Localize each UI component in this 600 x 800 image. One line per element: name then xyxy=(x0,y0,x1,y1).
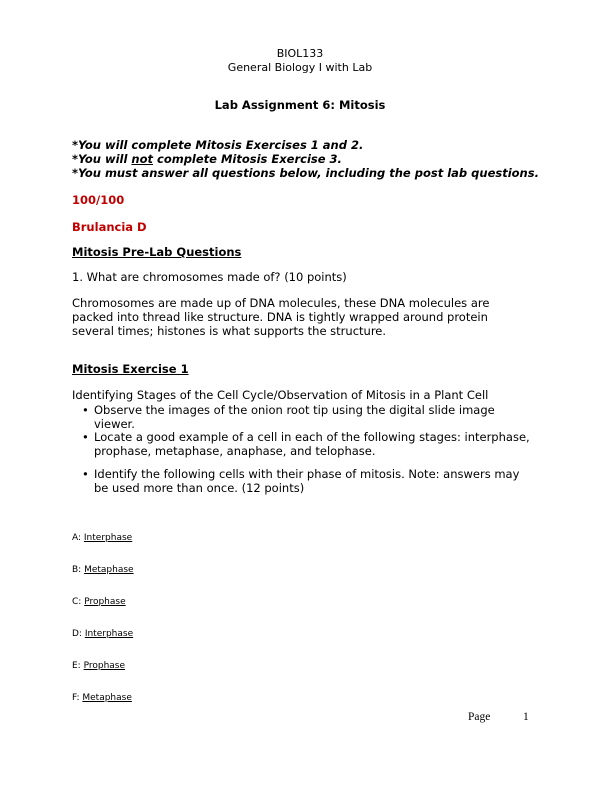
course-code: BIOL133 xyxy=(276,47,324,60)
answer-f xyxy=(72,693,132,703)
exercise1-intro: Identifying Stages of the Cell Cycle/Observation of Mitosis in a Plant Cell xyxy=(72,388,489,402)
answer-label: F: xyxy=(72,693,83,703)
student-name: Brulancia D xyxy=(72,220,147,234)
answer-b xyxy=(72,565,134,575)
prelab-question-1: 1. What are chromosomes made of? (10 points) xyxy=(72,270,347,284)
course-title: General Biology I with Lab xyxy=(227,61,373,74)
exercise1-heading: Mitosis Exercise 1 xyxy=(72,362,189,376)
instruction-line-1: *You will complete Mitosis Exercises 1 and 2. xyxy=(72,138,364,152)
instruction-line-2-pre: *You will xyxy=(72,152,132,166)
prelab-answer-1: Chromosomes are made up of DNA molecules, these DNA molecules are packed into thread like structure. DNA is tightly wrapped around protein several times; histones is what supports the structure. xyxy=(72,296,490,338)
bullet-text: Identify the following cells with their phase of mitosis. Note: answers may be used more than once. (12 points) xyxy=(94,467,520,495)
answer-label: A: xyxy=(72,533,84,543)
answer-label: E: xyxy=(72,661,84,671)
bullet-icon: • xyxy=(82,430,89,444)
bullet-item xyxy=(82,467,534,495)
score: 100/100 xyxy=(72,193,125,207)
answer-label: D: xyxy=(72,629,85,639)
prelab-heading: Mitosis Pre-Lab Questions xyxy=(72,245,242,259)
answer-value: Prophase xyxy=(84,597,126,607)
answer-d xyxy=(72,629,133,639)
assignment-title: Lab Assignment 6: Mitosis xyxy=(214,98,386,112)
answer-value: Interphase xyxy=(83,533,133,543)
answer-label: C: xyxy=(72,597,85,607)
page-label: Page xyxy=(468,711,491,723)
answer-label: B: xyxy=(72,565,85,575)
answer-e xyxy=(72,661,125,671)
bullet-icon: • xyxy=(82,467,89,481)
instruction-line-2-post: complete Mitosis Exercise 3. xyxy=(153,152,342,166)
answer-c xyxy=(72,597,126,607)
answer-value: Metaphase xyxy=(82,693,132,703)
answer-value: Interphase xyxy=(84,629,134,639)
instruction-line-3: *You must answer all questions below, including the post lab questions. xyxy=(72,166,539,180)
answer-value: Metaphase xyxy=(84,565,134,575)
bullet-text: Observe the images of the onion root tip using the digital slide image viewer. xyxy=(94,403,495,431)
answer-a xyxy=(72,533,132,543)
bullet-item xyxy=(82,403,534,431)
bullet-text: Locate a good example of a cell in each of the following stages: interphase, prophase, metaphase, anaphase, and telophase. xyxy=(94,430,530,458)
bullet-item xyxy=(82,430,534,458)
page-number: 1 xyxy=(523,711,529,723)
answer-value: Prophase xyxy=(83,661,126,671)
instruction-line-2-emphasis: not xyxy=(131,152,153,166)
instruction-line-2 xyxy=(72,152,342,166)
bullet-icon: • xyxy=(82,403,89,417)
